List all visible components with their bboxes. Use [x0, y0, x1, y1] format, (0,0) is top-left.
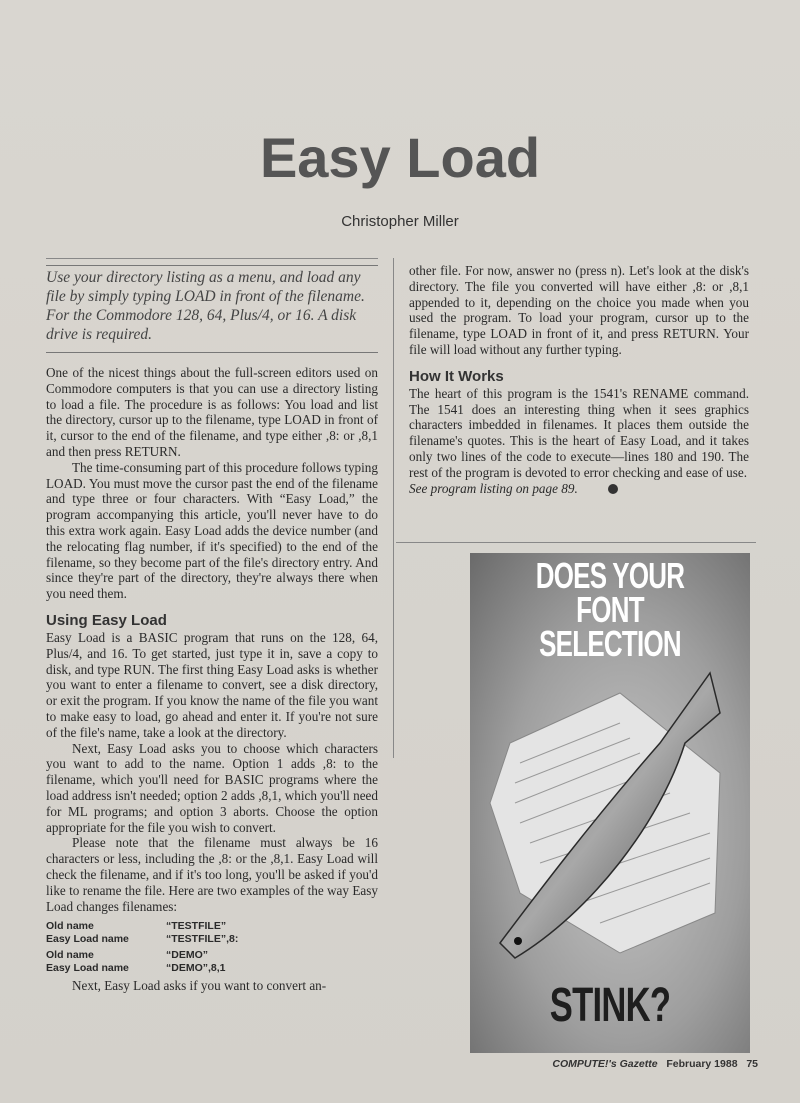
footer-publication: COMPUTE!'s Gazette [552, 1058, 658, 1070]
article-author: Christopher Miller [341, 213, 459, 230]
body-paragraph: Next, Easy Load asks if you want to convert an- [72, 978, 327, 994]
body-paragraph: Please note that the filename must always be 16 characters or less, including the ,8: or the ,8,1. Easy Load will check the filename, and if it's too long, you'll be asked if you'd like to rename the file. Here are two examples of the way Easy Load changes filenames: [46, 835, 378, 914]
section-heading-using: Using Easy Load [46, 611, 167, 629]
footer-issue: February 1988 [666, 1058, 738, 1070]
body-paragraph: The heart of this program is the 1541's RENAME command. The 1541 does an interesting thing when it sees graphics characters imbedded in filenames. It places them outside the filename's quotes. This is the heart of Easy Load, and it takes only two lines of the code to execute—lines 180 and 190. The rest of the program is devoted to error checking and ease of use. [409, 385, 749, 480]
body-paragraph: Next, Easy Load asks you to choose which characters you want to add to the name. Option 1 adds ,8: to the filename, which you'll need for BASIC programs where the load address isn't needed; option 2 adds ,8,1, which you'll need for ML programs; and option 3 aborts. Choose the option appropriate for the file you wish to convert. [46, 740, 378, 835]
page-footer [552, 1058, 758, 1070]
footer-page-number: 75 [746, 1058, 758, 1070]
end-mark-icon [608, 484, 618, 494]
example-label: Old name [46, 949, 94, 962]
article-intro: Use your directory listing as a menu, and load any file by simply typing LOAD in front of the filename. For the Commodore 128, 64, Plus/4, or 16. A disk drive is required. [46, 265, 378, 353]
filename-example [46, 949, 378, 974]
example-value: “TESTFILE” [166, 920, 227, 933]
example-value: “TESTFILE”,8: [166, 932, 239, 945]
example-value: “DEMO”,8,1 [166, 961, 226, 974]
section-heading-how: How It Works [409, 367, 504, 385]
example-label: Easy Load name [46, 961, 129, 974]
body-paragraph: Easy Load is a BASIC program that runs on the 128, 64, Plus/4, and 16. To get started, just type it in, save a copy to disk, and type RUN. The first thing Easy Load asks is whether you want to enter a filename to convert, see a disk directory, or exit the program. If you know the name of the file you want to make easy to load, go ahead and enter it. If you're not sure of the file's name, take a look at the directory. [46, 629, 378, 740]
example-value: “DEMO” [166, 949, 208, 962]
ad-divider [396, 542, 756, 543]
filename-example [46, 920, 378, 945]
column-divider [393, 258, 394, 758]
ad-tagline: STINK? [549, 979, 671, 1032]
body-paragraph: One of the nicest things about the full-screen editors used on Commodore computers is that you can use a directory listing to load a file. The procedure is as follows: You load and list the directory, cursor up to the filename, type LOAD in front of it, cursor to the end of the filename, and type either ,8: or ,8,1 and then press RETURN. [46, 365, 378, 459]
example-label: Old name [46, 920, 94, 933]
body-paragraph: other file. For now, answer no (press n). Let's look at the disk's directory. The file you converted will have either ,8: or ,8,1 appended to it, depending on the choice you made when you used the program. To load your program, cursor up to the filename, type LOAD in front of it, and press RETURN. Your file will load without any further typing. [409, 263, 749, 357]
example-label: Easy Load name [46, 932, 129, 945]
fish-on-newspaper-icon [470, 653, 750, 983]
program-listing-note [409, 481, 749, 497]
see-listing-text: See program listing on page 89. [409, 480, 578, 496]
right-column [409, 263, 749, 496]
advertisement [470, 553, 750, 1053]
body-paragraph: The time-consuming part of this procedure follows typing LOAD. You must move the cursor past the end of the filename and type three or four characters. With “Easy Load,” the program accompanying this article, you'll never have to do this extra work again. Easy Load adds the device number (and the relocating flag number, if it's specified) to the end of the filename, so they become part of the file's directory entry. And since they're part of the directory, they're always there when you need them. [46, 459, 378, 602]
left-column [46, 265, 378, 994]
ad-headline: DOES YOUR FONT SELECTION [535, 555, 685, 664]
article-title: Easy Load [259, 126, 541, 189]
divider-left-top [46, 258, 378, 259]
